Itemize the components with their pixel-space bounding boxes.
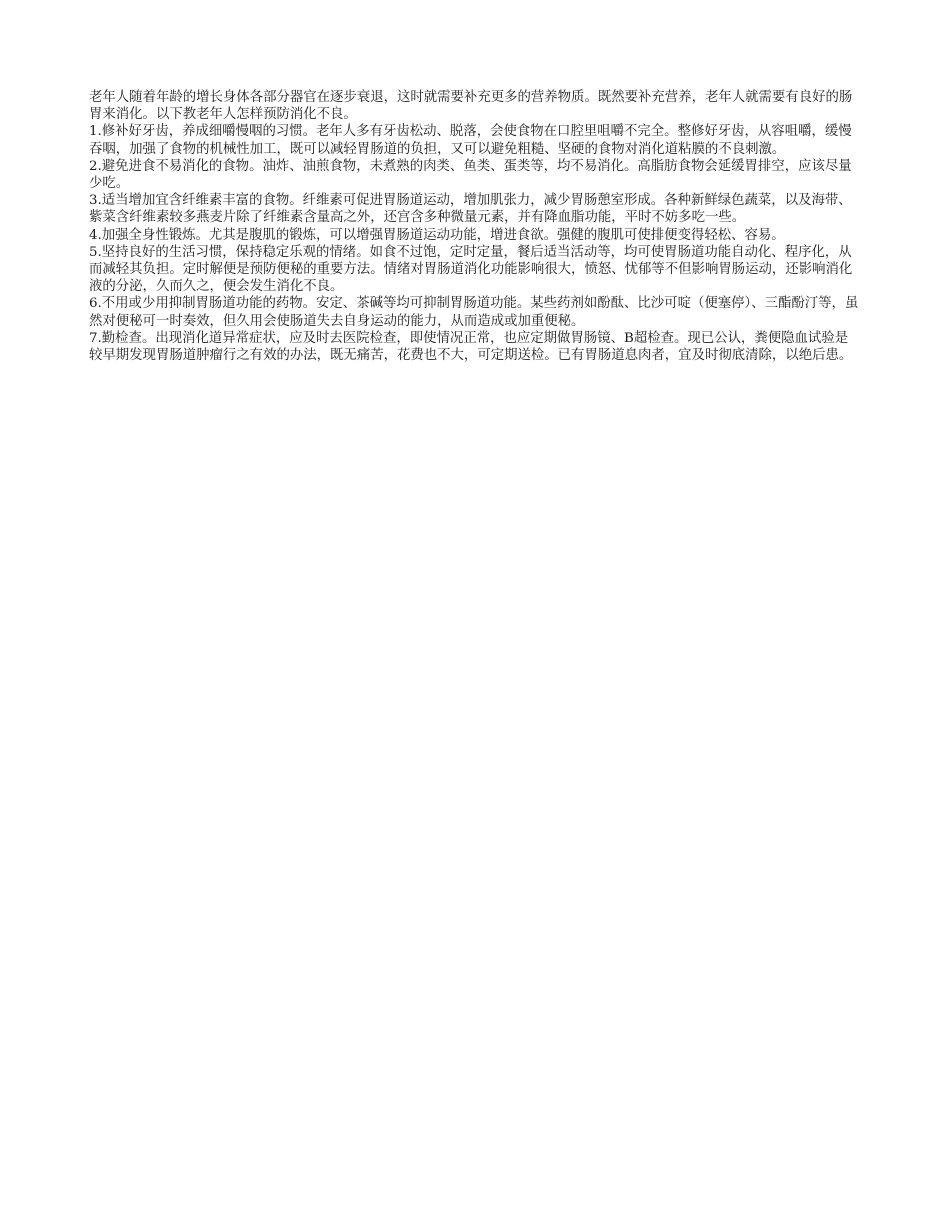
tip-6-paragraph: 6.不用或少用抑制胃肠道功能的药物。安定、茶碱等均可抑制胃肠道功能。某些药剂如酚酞、比沙可啶（便塞停）、三酯酚汀等，虽然对便秘可一时奏效，但久用会使肠道失去自身运动的能力，从而造成或加重便秘。 <box>89 296 859 329</box>
tip-1-paragraph: 1.修补好牙齿，养成细嚼慢咽的习惯。老年人多有牙齿松动、脱落，会使食物在口腔里咀嚼不完全。整修好牙齿，从容咀嚼，缓慢吞咽，加强了食物的机械性加工，既可以减轻胃肠道的负担，又可以避免粗糙、坚硬的食物对消化道粘膜的不良刺激。 <box>89 124 852 157</box>
tip-5-paragraph: 5.坚持良好的生活习惯，保持稳定乐观的情绪。如食不过饱，定时定量，餐后适当活动等，均可使胃肠道功能自动化、程序化，从而减轻其负担。定时解便是预防便秘的重要方法。情绪对胃肠道消化功能影响很大，愤怒、忧郁等不但影响胃肠运动，还影响消化液的分泌，久而久之，便会发生消化不良。 <box>89 244 853 295</box>
tip-2-paragraph: 2.避免进食不易消化的食物。油炸、油煎食物，未煮熟的肉类、鱼类、蛋类等，均不易消化。高脂肪食物会延缓胃排空，应该尽量少吃。 <box>89 158 852 192</box>
tip-4-paragraph: 4.加强全身性锻炼。尤其是腹肌的锻炼，可以增强胃肠道运动功能，增进食欲。强健的腹肌可使排便变得轻松、容易。 <box>89 227 785 243</box>
document-body <box>89 89 861 364</box>
tip-3-paragraph: 3.适当增加宜含纤维素丰富的食物。纤维素可促进胃肠道运动，增加肌张力，减少胃肠憩室形成。各种新鲜绿色蔬菜，以及海带、紫菜含纤维素较多燕麦片除了纤维素含量高之外，还宫含多种微量元素，并有降血脂功能，平时不妨多吃一些。 <box>89 193 852 226</box>
tip-7-paragraph: 7.勤检查。出现消化道异常症状，应及时去医院检查，即使情况正常，也应定期做胃肠镜、B超检查。现已公认，粪便隐血试验是较早期发现胃肠道肿瘤行之有效的办法，既无痛苦，花费也不大，可定期送检。已有胃肠道息肉者，宜及时彻底清除，以绝后患。 <box>89 330 853 364</box>
intro-paragraph: 老年人随着年龄的增长身体各部分器官在逐步衰退，这时就需要补充更多的营养物质。既然要补充营养，老年人就需要有良好的肠胃来消化。以下教老年人怎样预防消化不良。 <box>89 90 853 123</box>
